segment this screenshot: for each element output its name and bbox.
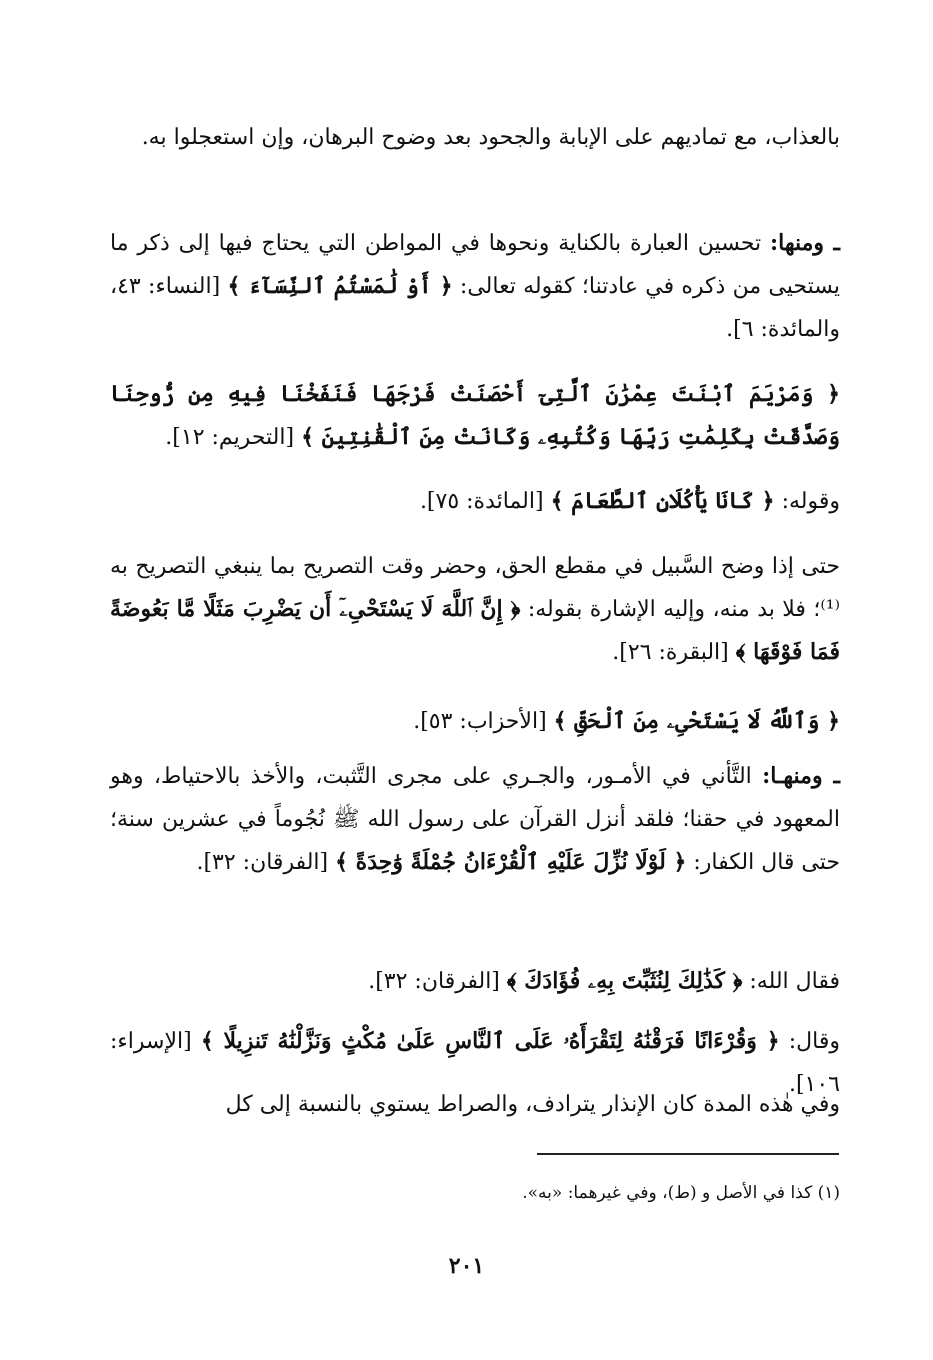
paragraph-6	[110, 700, 880, 743]
verse-reference: [الفرقان: ٣٢].	[196, 850, 336, 875]
paragraph-4	[110, 480, 880, 523]
verse-reference: [المائدة: ٧٥].	[419, 489, 551, 514]
verse-reference: [الأحزاب: ٥٣].	[413, 709, 554, 734]
paragraph-9-lead: وقال:	[779, 1029, 840, 1054]
paragraph-7	[110, 755, 840, 884]
paragraph-2	[110, 222, 880, 351]
paragraph-1	[110, 116, 840, 159]
paragraph-7-lead: ـ ومنهـا:	[762, 763, 841, 789]
footnote-text: (١) كذا في الأصل و (ط)، وفي غيرهما: «به».	[522, 1183, 840, 1203]
quran-verse: ﴿ كَانَا يَأْكُلَانِ ٱلطَّعَامَ ﴾	[550, 488, 775, 514]
footnote	[110, 1176, 840, 1210]
quran-verse: ﴿ وَٱللَّهُ لَا يَسْتَحْىِۦ مِنَ ٱلْحَقِّ ﴾	[553, 708, 840, 734]
paragraph-10	[110, 1083, 880, 1126]
paragraph-10-text: وفي هٰذه المدة كان الإنذار يترادف، والصراط يستوي بالنسبة إلى كل	[225, 1092, 840, 1117]
page-number: ٢٠١	[448, 1253, 485, 1279]
paragraph-3	[110, 373, 840, 459]
verse-reference: [الإسراء: ١٠٦].	[110, 1029, 840, 1097]
quran-verse: ﴿ إِنَّ ٱللَّهَ لَا يَسْتَحْىِۦٓ أَن يَضْرِبَ مَثَلًا مَّا بَعُوضَةً فَمَا فَوْقَهَا ﴾	[110, 596, 840, 665]
paragraph-5	[110, 545, 880, 674]
footnote-divider	[537, 1153, 839, 1155]
verse-reference: [البقرة: ٢٦].	[612, 640, 736, 665]
paragraph-2-text: تحسين العبارة بالكناية ونحوها في المواطن التي يحتاج فيها إلى ذكر ما يستحيى من ذكره في عادتنا؛ كقوله تعالى:	[110, 231, 840, 299]
quran-verse: ﴿ وَقُرْءَانًا فَرَقْنَٰهُ لِتَقْرَأَهُۥ عَلَى ٱلنَّاسِ عَلَىٰ مُكْثٍ وَنَزَّلْنَٰهُ تَنزِيلًا ﴾	[200, 1028, 780, 1054]
paragraph-4-lead: وقوله:	[774, 489, 840, 514]
paragraph-8	[110, 960, 880, 1003]
paragraph-5-text: حتى إذا وضح السَّبيل في مقطع الحق، وحضر وقت التصريح بما ينبغي التصريح به ⁽¹⁾؛ فلا بد منه، وإليه الإشارة بقوله:	[110, 554, 840, 622]
quran-verse: ﴿ لَوْلَا نُزِّلَ عَلَيْهِ ٱلْقُرْءَانُ جُمْلَةً وَٰحِدَةً ﴾	[335, 849, 687, 875]
verse-reference: [الفرقان: ٣٢].	[368, 969, 507, 994]
paragraph-8-lead: فقال الله:	[742, 969, 840, 994]
quran-verse: ﴿ أَوْ لَٰمَسْتُمُ ٱلنِّسَآءَ ﴾	[227, 273, 453, 299]
verse-reference: [النساء: ٤٣، والمائدة: ٦].	[110, 274, 840, 342]
paragraph-1-text: بالعذاب، مع تماديهم على الإبابة والجحود بعد وضوح البرهان، وإن استعجلوا به.	[141, 125, 840, 150]
paragraph-2-lead: ـ ومنها:	[770, 230, 841, 256]
verse-reference: [التحريم: ١٢].	[165, 425, 302, 450]
paragraph-7-text: التَّأني في الأمـور، والجـري على مجرى التَّثبت، والأخذ بالاحتياط، وهو المعهود في حقنا؛ فلقد أنزل القرآن على رسول الله ﷺ نُجُوماً في عشرين سنة؛ حتى قال الكفار:	[110, 764, 840, 875]
quran-verse: ﴿ كَذَٰلِكَ لِنُثَبِّتَ بِهِۦ فُؤَادَكَ ﴾	[506, 968, 743, 994]
quran-verse: ﴿ وَمَرْيَمَ ٱبْنَتَ عِمْرَٰنَ ٱلَّتِىٓ أَحْصَنَتْ فَرْجَهَا فَنَفَخْنَا فِيهِ مِن رُّوحِنَا وَصَدَّقَتْ بِكَلِمَٰتِ رَبِّهَا وَكُتُبِهِۦ وَكَانَتْ مِنَ ٱلْقَٰنِتِينَ ﴾	[110, 381, 840, 450]
